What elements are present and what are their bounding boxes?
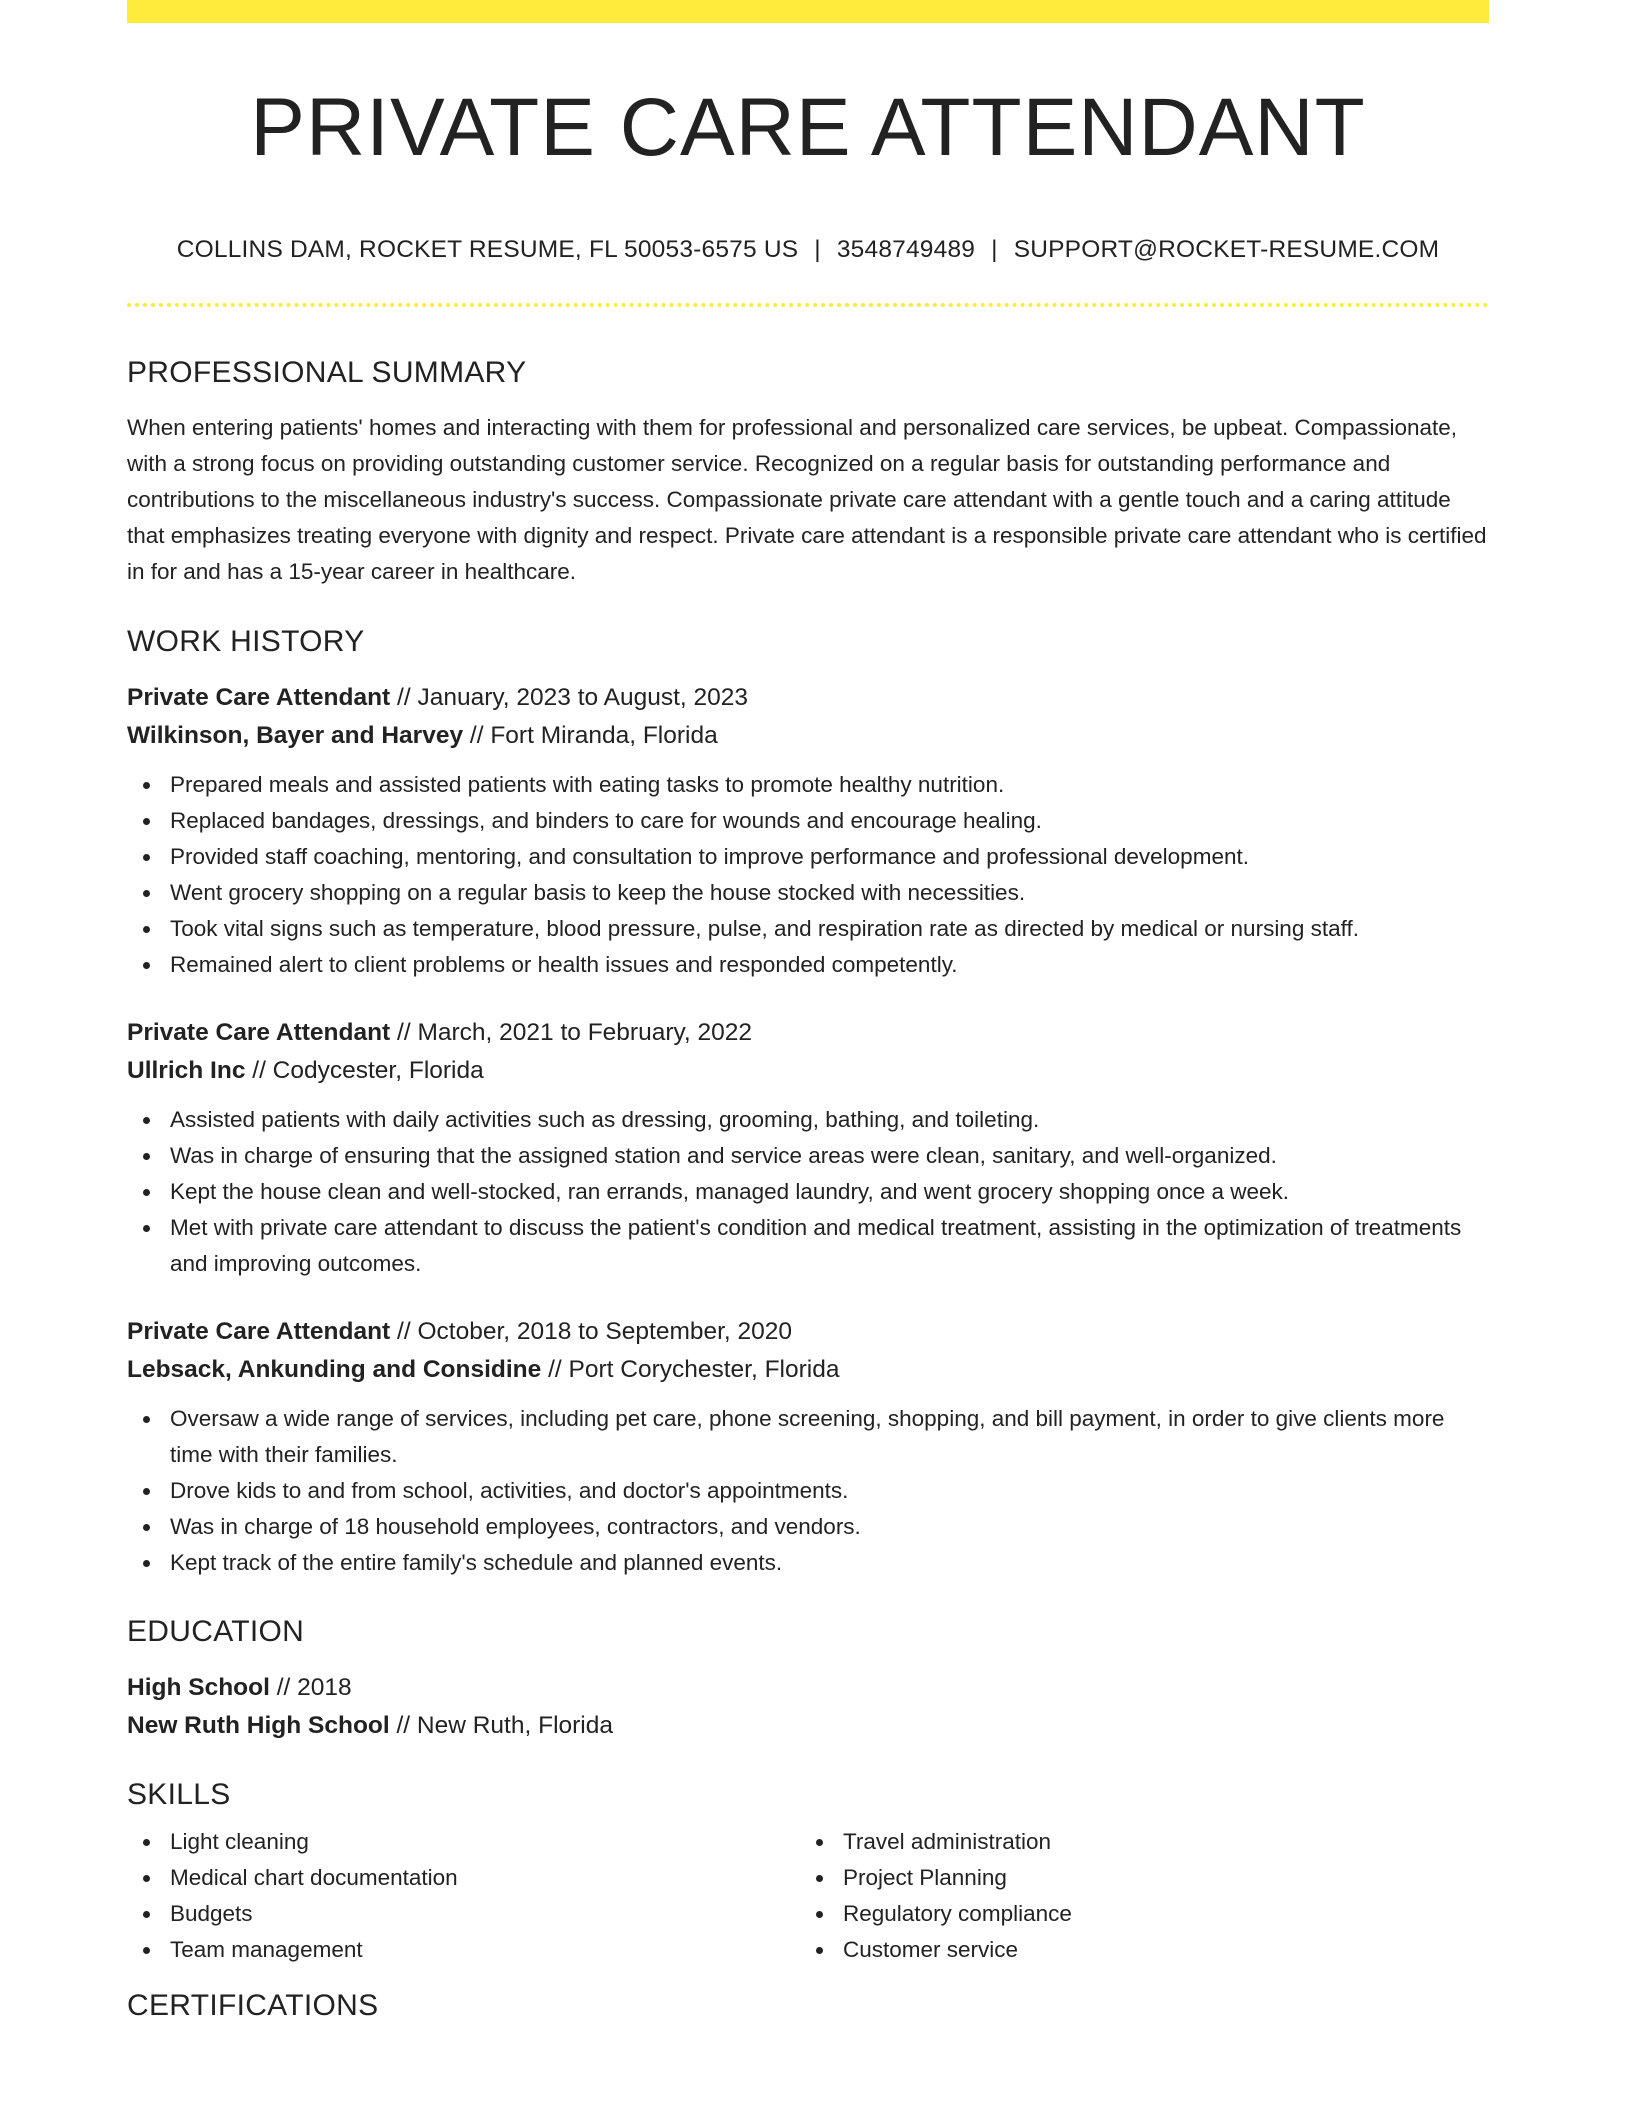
- job-dates: // January, 2023 to August, 2023: [390, 683, 749, 711]
- job-company: Ullrich Inc: [127, 1056, 246, 1084]
- job-role-line: [127, 679, 1489, 717]
- section-title-education: EDUCATION: [127, 1614, 305, 1648]
- contact-address: COLLINS DAM, ROCKET RESUME, FL 50053-6575 US: [176, 236, 799, 263]
- skill-item: Customer service: [800, 1932, 1473, 1968]
- job-bullets: [127, 1401, 1489, 1581]
- education-location: // New Ruth, Florida: [389, 1711, 613, 1739]
- job-bullet: Remained alert to client problems or health issues and responded competently.: [127, 947, 1489, 983]
- job-role: Private Care Attendant: [127, 1317, 391, 1345]
- section-title-work-history: WORK HISTORY: [127, 624, 365, 658]
- section-title-skills: SKILLS: [127, 1777, 231, 1811]
- contact-email[interactable]: SUPPORT@ROCKET-RESUME.COM: [1013, 236, 1440, 263]
- education-school: New Ruth High School: [127, 1711, 390, 1739]
- education-degree-line: [127, 1669, 1489, 1707]
- contact-line: [127, 238, 1489, 263]
- education-degree: High School: [127, 1673, 270, 1701]
- job-dates: // October, 2018 to September, 2020: [390, 1317, 793, 1345]
- education-year: // 2018: [269, 1673, 352, 1701]
- job-company: Wilkinson, Bayer and Harvey: [127, 721, 464, 749]
- job-role: Private Care Attendant: [127, 1018, 391, 1046]
- section-title-certifications: CERTIFICATIONS: [127, 1988, 379, 2022]
- skill-item: Travel administration: [800, 1824, 1473, 1860]
- contact-phone[interactable]: 3548749489: [836, 236, 976, 263]
- skill-item: Project Planning: [800, 1860, 1473, 1896]
- job-bullet: Met with private care attendant to discuss the patient's condition and medical treatment, assisting in the optimization of treatments and improving outcomes.: [127, 1210, 1489, 1282]
- section-title-summary: PROFESSIONAL SUMMARY: [127, 355, 527, 389]
- job-location: // Fort Miranda, Florida: [463, 721, 718, 749]
- skill-item: Medical chart documentation: [127, 1860, 800, 1896]
- job-bullet: Kept track of the entire family's schedule and planned events.: [127, 1545, 1489, 1581]
- resume-page: [127, 0, 1489, 2021]
- skills-grid: [127, 1824, 1489, 1968]
- resume-title: PRIVATE CARE ATTENDANT: [250, 82, 1366, 173]
- job-bullet: Drove kids to and from school, activities, and doctor's appointments.: [127, 1473, 1489, 1509]
- job-bullet: Was in charge of ensuring that the assigned station and service areas were clean, sanitary, and well-organized.: [127, 1138, 1489, 1174]
- accent-top-bar: [127, 0, 1489, 23]
- job-bullets: [127, 1102, 1489, 1282]
- contact-separator: |: [814, 236, 821, 263]
- skills-right-column: [800, 1824, 1473, 1968]
- job-location: // Codycester, Florida: [245, 1056, 484, 1084]
- job-bullets: [127, 767, 1489, 983]
- job-bullet: Was in charge of 18 household employees, contractors, and vendors.: [127, 1509, 1489, 1545]
- skill-item: Team management: [127, 1932, 800, 1968]
- dotted-divider: [127, 303, 1489, 307]
- skill-item: Light cleaning: [127, 1824, 800, 1860]
- job-bullet: Provided staff coaching, mentoring, and consultation to improve performance and professional development.: [127, 839, 1489, 875]
- job-company-line: [127, 717, 1489, 755]
- job-company: Lebsack, Ankunding and Considine: [127, 1355, 542, 1383]
- skills-left-column: [127, 1824, 800, 1968]
- job-bullet: Assisted patients with daily activities such as dressing, grooming, bathing, and toileting.: [127, 1102, 1489, 1138]
- job-bullet: Kept the house clean and well-stocked, ran errands, managed laundry, and went grocery shopping once a week.: [127, 1174, 1489, 1210]
- summary-paragraph: When entering patients' homes and interacting with them for professional and personalized care services, be upbeat. Compassionate, with a strong focus on providing outstanding customer service. Recognized on a regular basis for outstanding performance and contributions to the miscellaneous industry's success. Compassionate private care attendant with a gentle touch and a caring attitude that emphasizes treating everyone with dignity and respect. Private care attendant is a responsible private care attendant who is certified in for and has a 15-year career in healthcare.: [127, 414, 1487, 584]
- skill-item: Budgets: [127, 1896, 800, 1932]
- contact-separator: |: [991, 236, 998, 263]
- education-entry: [127, 1669, 1489, 1745]
- job-role: Private Care Attendant: [127, 683, 391, 711]
- job-role-line: [127, 1014, 1489, 1052]
- job-entry: [127, 1014, 1489, 1282]
- education-school-line: [127, 1707, 1489, 1745]
- job-bullet: Took vital signs such as temperature, blood pressure, pulse, and respiration rate as directed by medical or nursing staff.: [127, 911, 1489, 947]
- job-entry: [127, 679, 1489, 983]
- job-dates: // March, 2021 to February, 2022: [390, 1018, 753, 1046]
- job-company-line: [127, 1052, 1489, 1090]
- job-entry: [127, 1313, 1489, 1581]
- job-role-line: [127, 1313, 1489, 1351]
- skill-item: Regulatory compliance: [800, 1896, 1473, 1932]
- job-bullet: Replaced bandages, dressings, and binders to care for wounds and encourage healing.: [127, 803, 1489, 839]
- job-bullet: Oversaw a wide range of services, including pet care, phone screening, shopping, and bill payment, in order to give clients more time with their families.: [127, 1401, 1489, 1473]
- job-bullet: Went grocery shopping on a regular basis to keep the house stocked with necessities.: [127, 875, 1489, 911]
- job-bullet: Prepared meals and assisted patients with eating tasks to promote healthy nutrition.: [127, 767, 1489, 803]
- job-company-line: [127, 1351, 1489, 1389]
- job-location: // Port Corychester, Florida: [541, 1355, 840, 1383]
